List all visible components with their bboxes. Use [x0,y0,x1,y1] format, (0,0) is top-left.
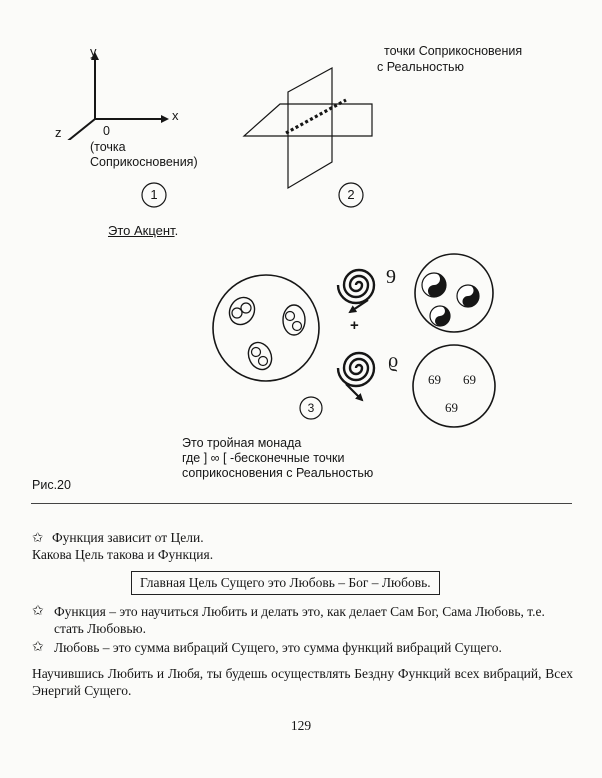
paragraph-function-love [32,603,573,637]
x-axis-label: x [172,108,179,123]
cell-pair [244,339,276,374]
accent-label [108,223,178,238]
monad-number-1: 69 [428,372,441,387]
accent-dot: . [174,223,179,238]
main-goal-box: Главная Цель Сущего это Любовь – Бог – Любовь. [131,571,440,595]
monad-number-3: 69 [445,400,458,415]
z-axis-label: z [55,125,62,140]
star-icon: ✩ [32,530,44,545]
p4-text: Любовь – это сумма вибраций Сущего, это сумма функций вибраций Сущего. [54,640,502,655]
paragraph-love-sum [32,639,573,656]
yin-yang-icon [430,306,450,326]
axes-diagram [45,40,195,140]
yin-yang-icon [457,285,479,307]
planes-diagram [240,60,380,200]
figure-number-2: 2 [347,187,355,202]
p1-text: Функция зависит от Цели. [52,530,204,545]
planes-caption-line1: точки Соприкосновения [384,44,523,58]
paragraph-function-depends [32,529,572,546]
yin-yang-icon [422,273,446,297]
figure-label: Рис.20 [32,478,71,492]
spiral-top-symbol: 9 [386,266,396,288]
origin-note-line1: (точка [90,140,126,154]
origin-note-line2: Соприкосновения) [90,155,198,169]
spiral-bottom [338,353,374,400]
monad-caption-line1: Это тройная монада [182,436,302,450]
spiral-bottom-symbol: ϱ [388,350,399,372]
monad-caption-line3: соприкосновения с Реальностью [182,466,374,480]
accent-label-text: Это Акцент [108,223,175,238]
monad-number-2: 69 [463,372,476,387]
cell-pair [225,293,260,329]
cell-pair [283,305,305,335]
paragraph-learning-love: Научившись Любить и Любя, ты будешь осуществлять Бездну Функций всех вибраций, Всех Энергий Сущего. [32,666,573,698]
planes-caption-line2: с Реальностью [377,60,464,74]
origin-label: 0 [103,124,110,138]
figure-number-1: 1 [150,187,158,202]
star-icon: ✩ [32,640,44,655]
p3-text: Функция – это научиться Любить и делать это, как делает Сам Бог, Сама Любовь, т.е. стать Любовью. [54,604,545,636]
horizontal-plane [244,104,372,136]
spiral-top [338,270,374,312]
star-icon: ✩ [32,604,44,619]
page-number: 129 [290,718,312,733]
monad-caption-line2: где ] ∞ [ -бесконечные точки [182,451,345,465]
y-axis-label: y [90,44,97,59]
contact-line [286,100,346,133]
divider [31,503,572,504]
figure-number-3: 3 [307,401,315,415]
vertical-plane [288,68,332,188]
paragraph-goal-function: Какова Цель такова и Функция. [32,547,214,562]
plus-sign: + [350,317,359,334]
cells-circle [213,275,319,381]
yin-yang-circle [415,254,493,332]
z-axis [59,119,95,140]
